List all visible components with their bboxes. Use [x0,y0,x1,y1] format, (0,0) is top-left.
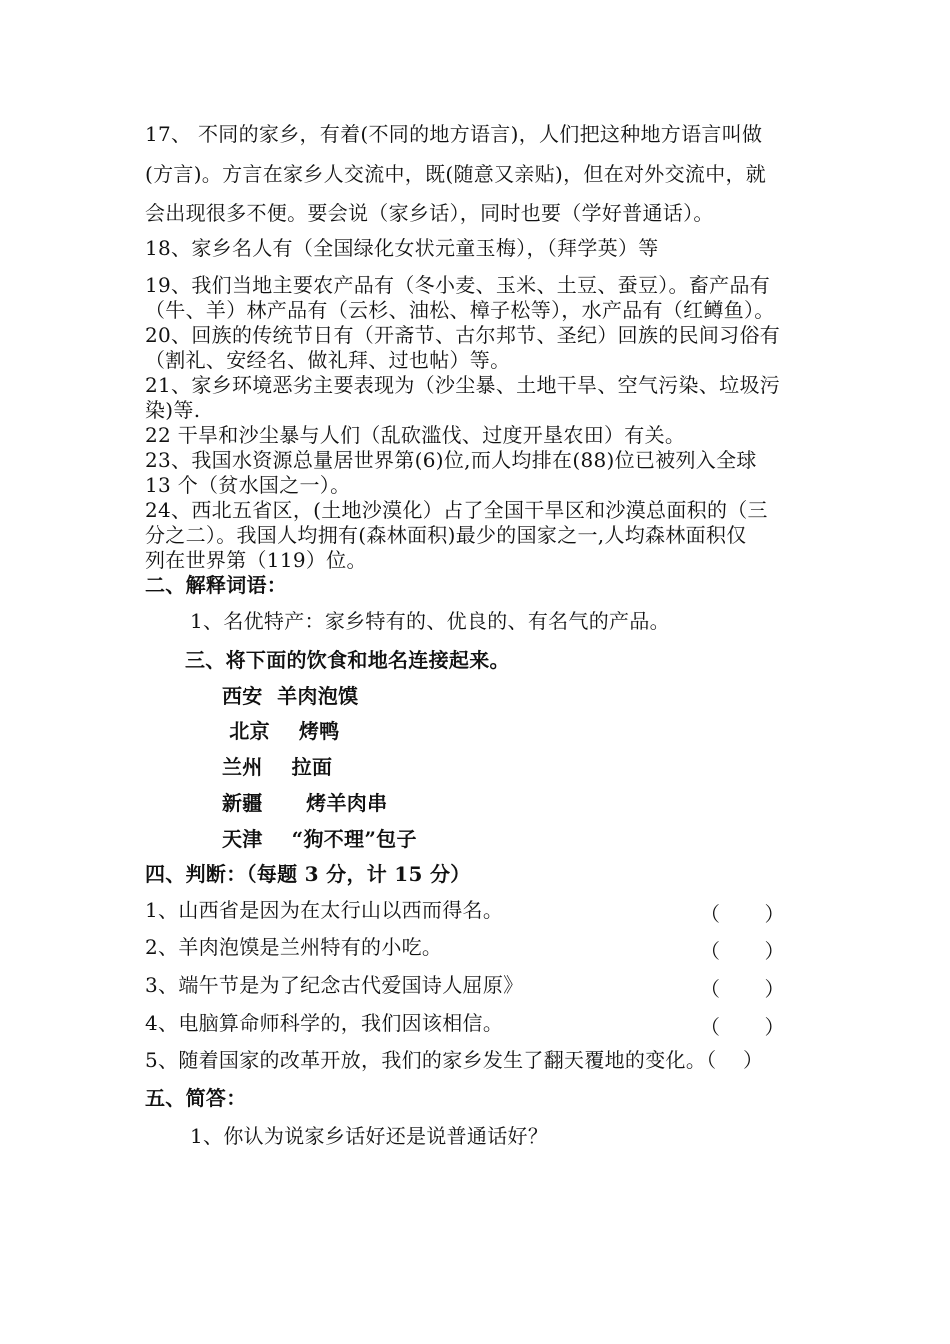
q24-line1: 24、西北五省区，(土地沙漠化）占了全国干旱区和沙漠总面积的（三 [145,498,768,522]
q23-line1: 23、我国水资源总量居世界第(6)位,而人均排在(88)位已被列入全球 [145,448,757,472]
q24-line2: 分之二）。我国人均拥有(森林面积)最少的国家之一,人均森林面积仅 [145,523,747,547]
judge-item-5: 5、随着国家的改革开放，我们的家乡发生了翻天覆地的变化。（ ） [145,1048,764,1072]
q19-line1: 19、我们当地主要农产品有（冬小麦、玉米、土豆、蚕豆）。畜产品有 [145,273,771,297]
judge-item-2: 2、羊肉泡馍是兰州特有的小吃。 [145,935,443,959]
q20-line2: （割礼、安经名、做礼拜、过也帖）等。 [145,348,511,372]
judge-item-1: 1、山西省是因为在太行山以西而得名。 [145,898,504,922]
match-pair-xian: 西安 羊肉泡馍 [222,684,359,708]
answer-bracket-3[interactable]: （ ） [700,977,785,1001]
section5-item1: 1、你认为说家乡话好还是说普通话好？ [190,1124,549,1148]
match-pair-beijing: 北京 烤鸭 [222,719,340,743]
match-pair-xinjiang: 新疆 烤羊肉串 [222,791,388,815]
section2-heading: 二、解释词语： [145,573,288,597]
section2-item1: 1、名优特产：家乡特有的、优良的、有名气的产品。 [190,609,670,633]
section3-heading: 三、将下面的饮食和地名连接起来。 [185,648,510,672]
q20-line1: 20、回族的传统节日有（开斋节、古尔邦节、圣纪）回族的民间习俗有 [145,323,781,347]
q21-line1: 21、家乡环境恶劣主要表现为（沙尘暴、土地干旱、空气污染、垃圾污 [145,373,781,397]
q22-line1: 22 干旱和沙尘暴与人们（乱砍滥伐、过度开垦农田）有关。 [145,423,686,447]
q17-line1: 17、 不同的家乡，有着(不同的地方语言)，人们把这种地方语言叫做 [145,122,763,146]
section4-heading: 四、判断：（每题 3 分，计 15 分） [145,862,471,886]
q21-line2: 染)等. [145,398,201,422]
judge-item-4: 4、电脑算命师科学的，我们因该相信。 [145,1011,504,1035]
match-pair-tianjin: 天津 “狗不理”包子 [222,827,417,851]
match-pair-lanzhou: 兰州 拉面 [222,755,333,779]
q19-line2: （牛、羊）林产品有（云杉、油松、樟子松等），水产品有（红鳟鱼）。 [145,298,775,322]
answer-bracket-2[interactable]: （ ） [700,939,785,963]
section5-heading: 五、简答： [145,1086,247,1110]
q18-line1: 18、家乡名人有（全国绿化女状元童玉梅），（拜学英）等 [145,236,659,260]
answer-bracket-4[interactable]: （ ） [700,1015,785,1039]
answer-bracket-1[interactable]: （ ） [700,902,785,926]
q17-line2: (方言)。方言在家乡人交流中，既(随意又亲贴)，但在对外交流中，就 [145,162,767,186]
q23-line2: 13 个（贫水国之一）。 [145,473,351,497]
q17-line3: 会出现很多不便。要会说（家乡话），同时也要（学好普通话）。 [145,201,714,225]
q24-line3: 列在世界第（119）位。 [145,548,367,572]
judge-item-3: 3、端午节是为了纪念古代爱国诗人屈原》 [145,973,524,997]
